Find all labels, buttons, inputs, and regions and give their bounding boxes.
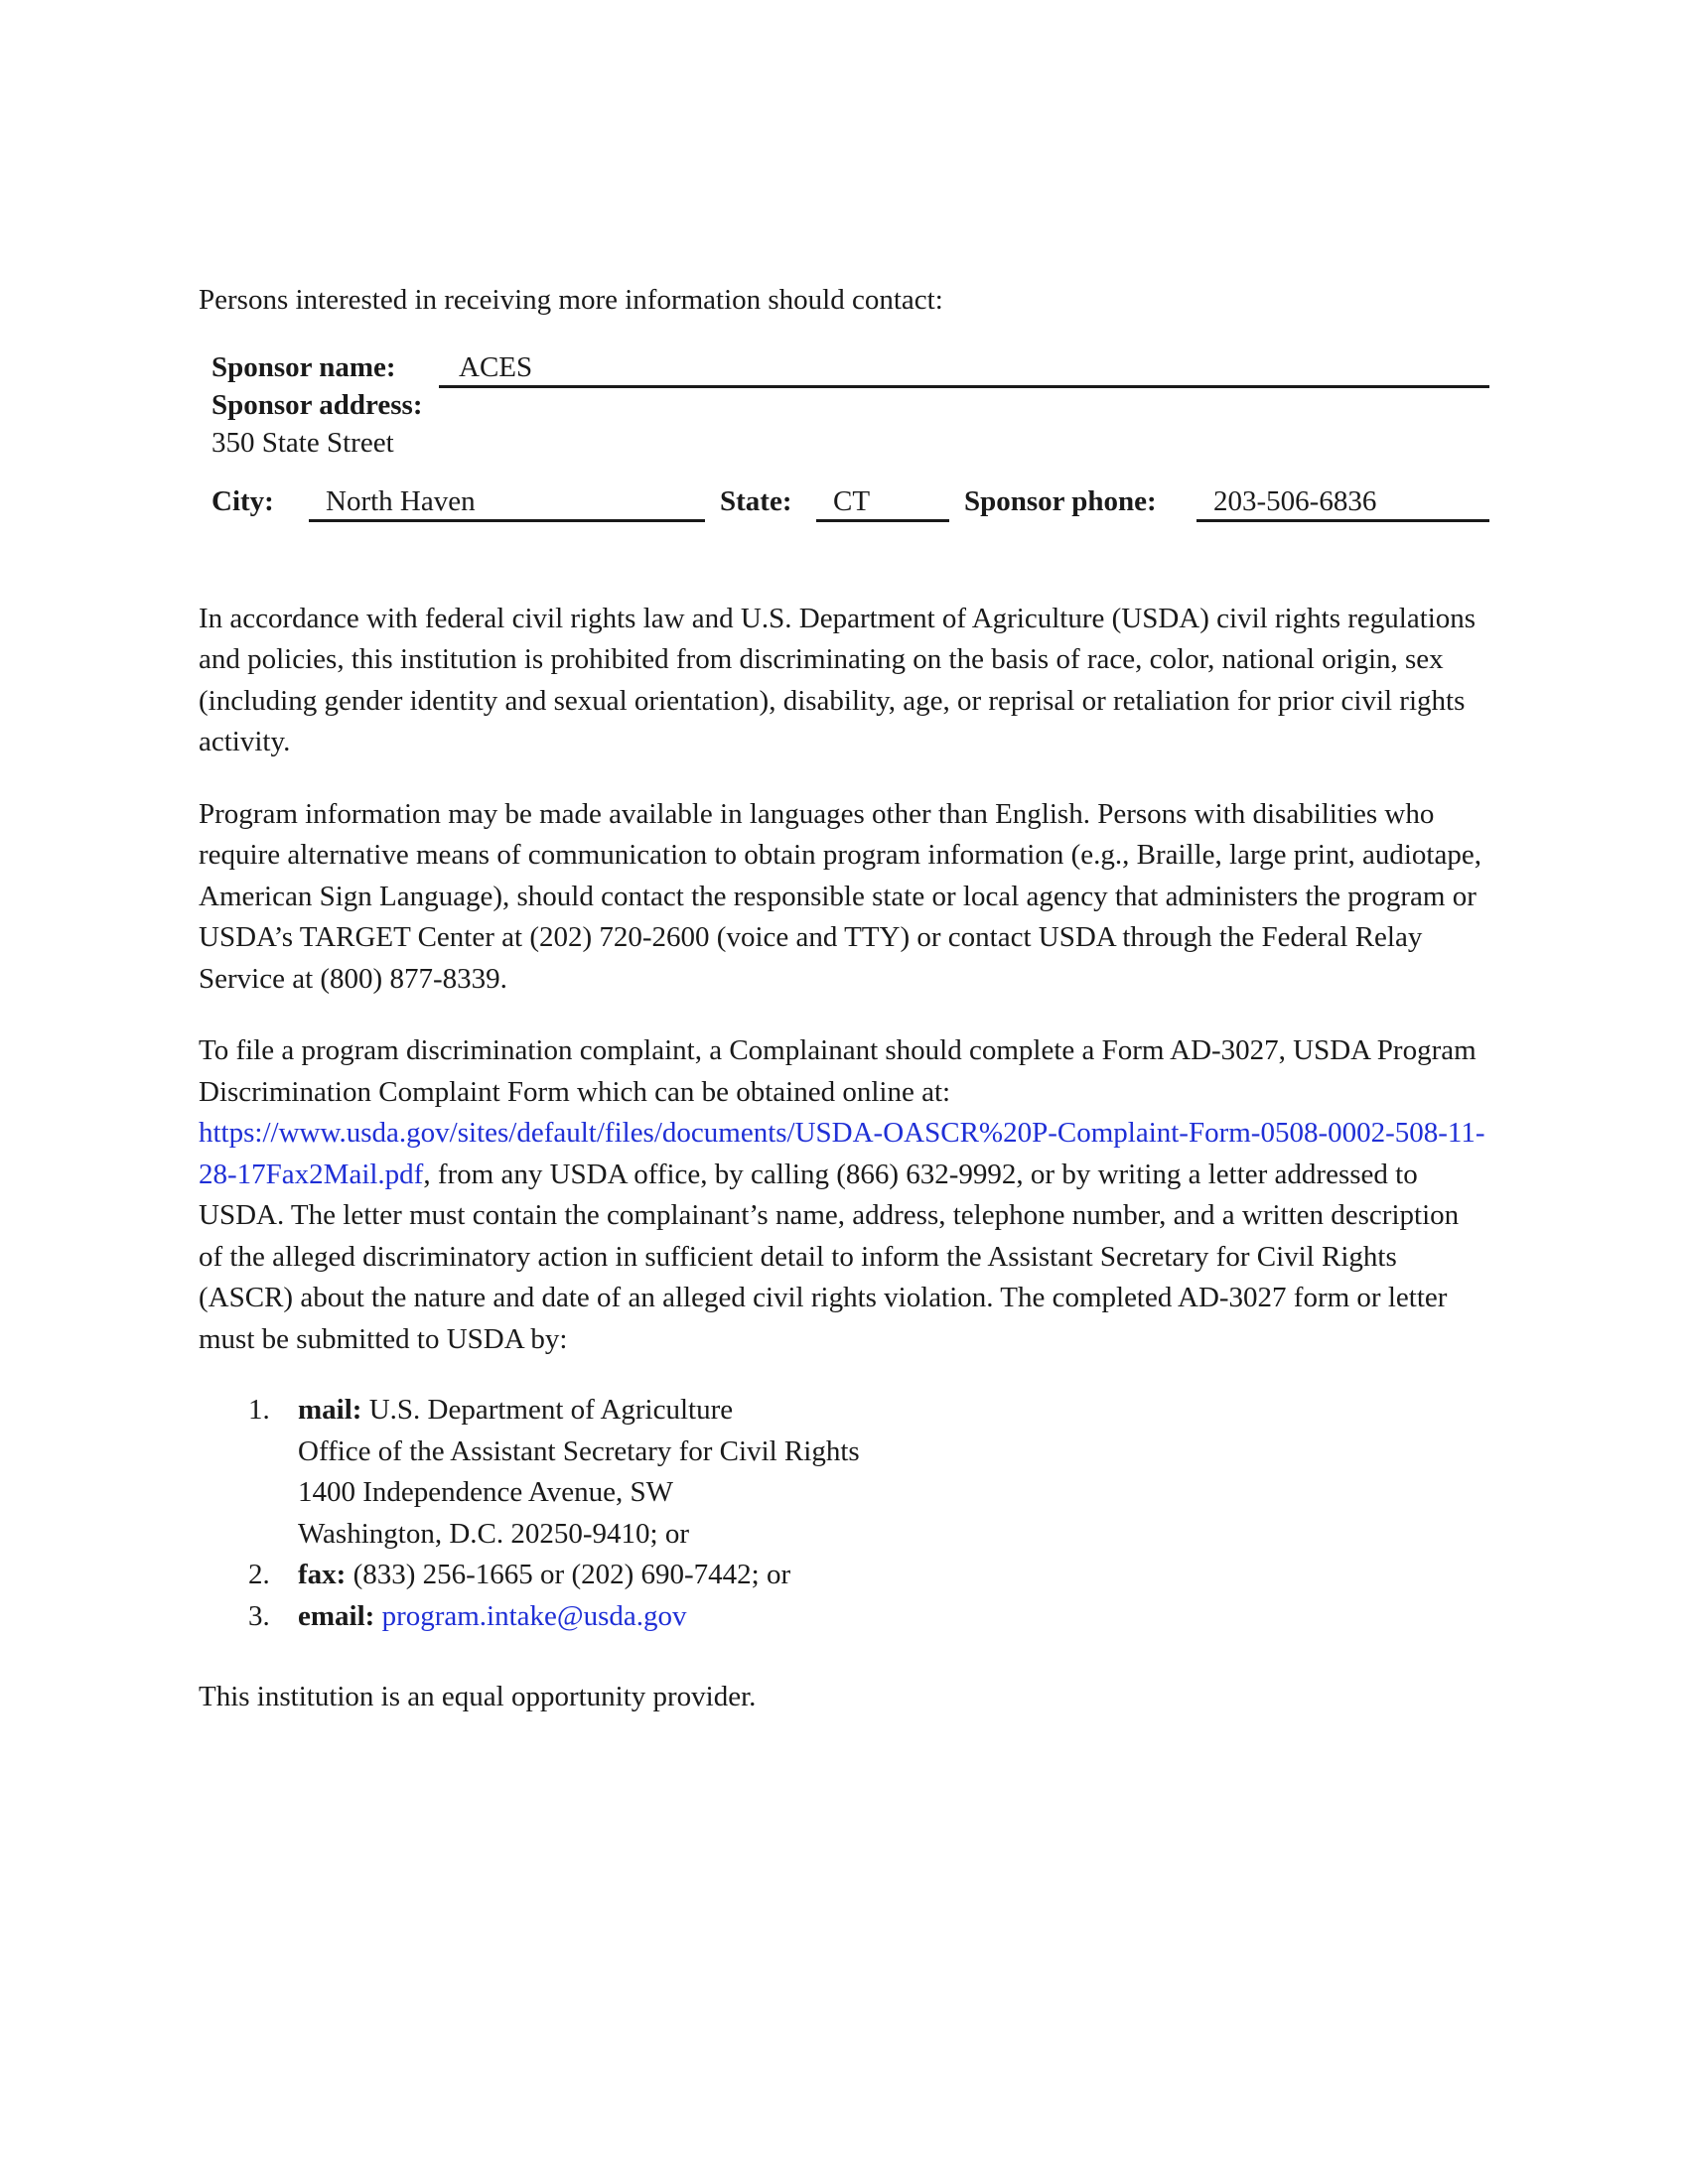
city-field[interactable]: North Haven	[309, 483, 705, 522]
sponsor-address-row	[211, 385, 1489, 423]
closing-statement: This institution is an equal opportunity provider.	[199, 1681, 757, 1712]
sponsor-name-field[interactable]: ACES	[439, 349, 1489, 388]
fax-numbers: (833) 256-1665 or (202) 690-7442; or	[352, 1559, 791, 1590]
intro-text: Persons interested in receiving more information should contact:	[199, 284, 943, 316]
sponsor-contact-block	[211, 347, 1489, 521]
list-item-fax	[199, 1555, 1489, 1596]
mail-line-1: U.S. Department of Agriculture	[368, 1394, 734, 1426]
sponsor-location-row	[211, 481, 1489, 521]
list-number: 2.	[248, 1559, 270, 1590]
complaint-form-link[interactable]: https://www.usda.gov/sites/default/files/documents/USDA-OASCR%20P-Complaint-Form-0508-0002-508-11-28-17Fax2Mail.pdf	[199, 1117, 1485, 1190]
sponsor-address-label: Sponsor address:	[211, 388, 423, 421]
sponsor-phone-label: Sponsor phone:	[964, 484, 1157, 517]
state-label: State:	[720, 484, 792, 517]
email-label: email:	[298, 1599, 375, 1632]
complaint-text-after: , from any USDA office, by calling (866) 632-9992, or by writing a letter addressed to USDA. The letter must contain the complainant’s name, address, telephone number, and a written description of the alleged discriminatory action in sufficient detail to inform the Assistant Secretary for Civil Rights (ASCR) about the nature and date of an alleged civil rights violation. The completed AD-3027 form or letter must be submitted to USDA by:	[199, 1158, 1460, 1355]
program-information-paragraph: Program information may be made available in languages other than English. Persons with disabilities who require alternative means of communication to obtain program information (e.g., Braille, large print, audiotape, American Sign Language), should contact the responsible state or local agency that administers the program or USDA’s TARGET Center at (202) 720-2600 (voice and TTY) or contact USDA through the Federal Relay Service at (800) 877-8339.	[199, 797, 1481, 995]
fax-label: fax:	[298, 1559, 347, 1590]
fax-details	[298, 1555, 790, 1596]
complaint-paragraph	[199, 1030, 1489, 1360]
list-number: 3.	[248, 1599, 270, 1632]
mail-line-3: 1400 Independence Avenue, SW	[298, 1476, 673, 1508]
complaint-text-before: To file a program discrimination complaint, a Complainant should complete a Form AD-3027, USDA Program Discrimination Complaint Form which can be obtained online at:	[199, 1034, 1477, 1108]
state-field[interactable]: CT	[816, 483, 949, 522]
email-details	[298, 1596, 687, 1638]
email-link[interactable]: program.intake@usda.gov	[381, 1599, 687, 1632]
list-item-mail	[199, 1390, 1489, 1555]
city-label: City:	[211, 484, 274, 517]
sponsor-name-label: Sponsor name:	[211, 350, 396, 383]
sponsor-phone-field[interactable]: 203-506-6836	[1196, 483, 1489, 522]
civil-rights-paragraph: In accordance with federal civil rights law and U.S. Department of Agriculture (USDA) civil rights regulations and policies, this institution is prohibited from discriminating on the basis of race, color, national origin, sex (including gender identity and sexual orientation), disability, age, or reprisal or retaliation for prior civil rights activity.	[199, 602, 1477, 757]
submission-methods-list	[199, 1390, 1489, 1637]
mail-line-2: Office of the Assistant Secretary for Civil Rights	[298, 1434, 860, 1467]
sponsor-address-value: 350 State Street	[211, 426, 394, 459]
list-item-email	[199, 1596, 1489, 1638]
mail-label: mail:	[298, 1394, 362, 1426]
list-number: 1.	[248, 1394, 270, 1426]
document-page	[199, 280, 1489, 1718]
mail-line-4: Washington, D.C. 20250-9410; or	[298, 1517, 689, 1550]
sponsor-name-row	[211, 347, 1489, 385]
mail-details	[298, 1390, 860, 1555]
